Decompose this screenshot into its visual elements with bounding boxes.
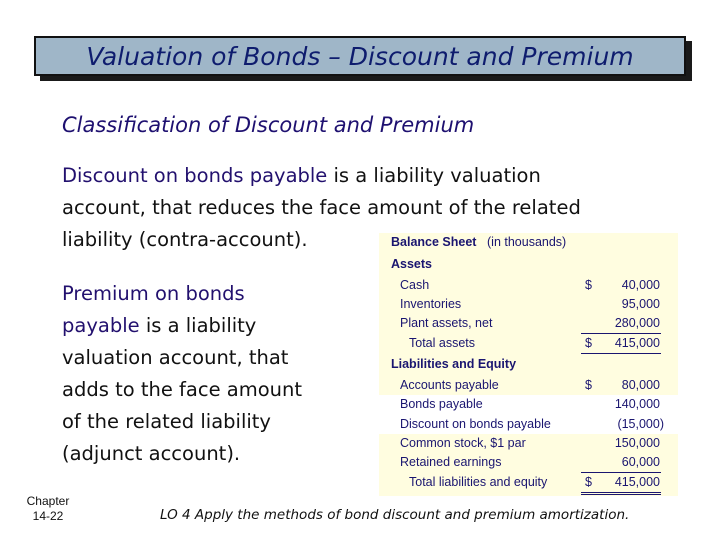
discount-line-3: liability (contra-account). [62,228,308,251]
premium-paragraph [62,278,362,470]
premium-line-2 [62,310,362,342]
bs-liab-header: Liabilities and Equity [391,357,517,371]
bs-tle-underline-1 [581,492,661,493]
premium-line-5: of the related liability [62,410,271,433]
bs-cash-label: Cash [400,278,430,292]
bs-cs-row [379,434,678,454]
bs-discount-label: Discount on bonds payable [400,416,551,431]
bs-tle-label: Total liabilities and equity [409,475,548,489]
bs-assets-header: Assets [391,257,432,271]
bs-tle-dollar: $ [585,475,592,489]
bs-liab-header-row [379,355,678,375]
bs-bp-value: 140,000 [614,397,660,411]
bs-plant-value: 280,000 [614,316,660,330]
bs-re-label: Retained earnings [400,455,502,469]
title-banner [34,36,686,76]
bs-tle-value: 415,000 [614,475,660,489]
bs-total-assets-underline [581,353,661,354]
bs-total-assets-value: 415,000 [614,336,660,350]
bs-plant-row [379,314,678,334]
bs-re-value: 60,000 [621,455,660,469]
bs-assets-header-row [379,255,678,275]
bs-ap-dollar: $ [585,378,592,392]
page-number: 14-22 [32,509,64,523]
bs-cs-label: Common stock, $1 par [400,436,526,450]
bs-plant-label: Plant assets, net [400,316,493,330]
discount-line-2: account, that reduces the face amount of the related [62,196,581,219]
slide-subtitle: Classification of Discount and Premium [62,113,475,137]
premium-line-6: (adjunct account). [62,442,241,465]
bs-inventories-row [379,295,678,315]
bs-cs-value: 150,000 [614,436,660,450]
bs-discount-row [379,415,678,435]
bs-ap-label: Accounts payable [400,378,499,392]
premium-line-4: adds to the face amount [62,378,303,401]
bs-discount-value: (15,000) [617,416,664,431]
chapter-text: Chapter [26,494,70,508]
bs-cash-value: 40,000 [621,278,660,292]
bs-total-assets-row [379,334,678,354]
balance-sheet [379,233,678,496]
premium-line-3: valuation account, that [62,346,289,369]
bs-re-row [379,453,678,473]
bs-total-assets-label: Total assets [409,336,476,350]
bs-bp-label: Bonds payable [400,397,483,411]
premium-term-line-1: Premium on bonds [62,282,245,305]
bs-inventories-value: 95,000 [621,297,660,311]
bs-title: Balance Sheet [391,235,477,249]
bs-inventories-label: Inventories [400,297,462,311]
bs-tle-row [379,473,678,493]
bs-units: (in thousands) [487,235,567,249]
bs-ap-value: 80,000 [621,378,660,392]
learning-objective: LO 4 Apply the methods of bond discount and premium amortization. [160,507,630,523]
bs-cash-dollar: $ [585,278,592,292]
chapter-label [18,494,78,524]
slide-title: Valuation of Bonds – Discount and Premium [86,41,634,71]
premium-line-2-rest: is a liability [139,314,257,337]
discount-line-1-rest: is a liability valuation [327,164,541,187]
bs-total-assets-dollar: $ [585,336,592,350]
bs-tle-underline-2 [581,494,661,495]
discount-term: Discount on bonds payable [62,164,328,187]
bs-bp-row [379,395,678,415]
bs-cash-row [379,276,678,296]
bs-ap-row [379,376,678,396]
discount-line-1 [62,160,682,192]
premium-term-line-2: payable [62,314,140,337]
bs-title-row [379,233,678,253]
